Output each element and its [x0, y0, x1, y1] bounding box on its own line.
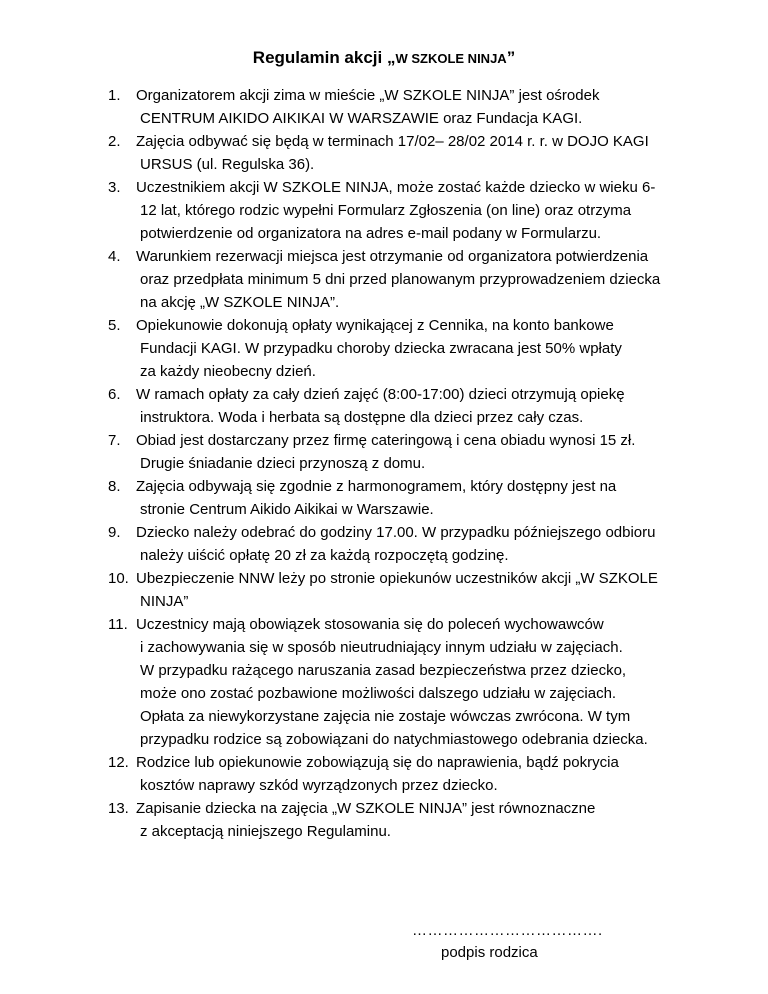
signature-line: ……………………………….: [412, 922, 603, 939]
rule-item: [108, 245, 708, 314]
rule-item: [108, 613, 708, 751]
title-end-quote: ”: [506, 48, 516, 67]
rule-text-line: Zajęcia odbywają się zgodnie z harmonogramem, który dostępny jest na: [136, 478, 617, 495]
rule-number: 3.: [108, 179, 121, 196]
rule-text-line: instruktora. Woda i herbata są dostępne dla dzieci przez cały czas.: [140, 409, 584, 426]
rule-text-line: i zachowywania się w sposób nieutrudniający innym udziału w zajęciach.: [140, 639, 623, 656]
rule-text-line: Obiad jest dostarczany przez firmę cateringową i cena obiadu wynosi 15 zł.: [136, 432, 636, 449]
page-title: [0, 47, 768, 70]
rule-number: 7.: [108, 432, 121, 449]
rule-text-line: na akcję „W SZKOLE NINJA”.: [140, 294, 340, 311]
rule-text-line: Opłata za niewykorzystane zajęcia nie zostaje wówczas zwrócona. W tym: [140, 708, 631, 725]
title-program-name: W SZKOLE NINJA: [395, 51, 507, 66]
rule-number: 6.: [108, 386, 121, 403]
rule-item: [108, 797, 708, 843]
title-main: Regulamin akcji „: [252, 48, 396, 67]
rule-item: [108, 383, 708, 429]
rule-text-line: stronie Centrum Aikido Aikikai w Warszawie.: [140, 501, 434, 518]
rule-text-line: Zapisanie dziecka na zajęcia „W SZKOLE NINJA” jest równoznaczne: [136, 800, 596, 817]
rule-item: [108, 130, 708, 176]
rule-item: [108, 751, 708, 797]
rule-number: 9.: [108, 524, 121, 541]
rule-text-line: W przypadku rażącego naruszania zasad bezpieczeństwa przez dziecko,: [140, 662, 627, 679]
rule-text-line: z akceptacją niniejszego Regulaminu.: [140, 823, 391, 840]
rule-text-line: kosztów naprawy szkód wyrządzonych przez dziecko.: [140, 777, 498, 794]
rule-number: 2.: [108, 133, 121, 150]
rule-text-line: CENTRUM AIKIDO AIKIKAI W WARSZAWIE oraz Fundacja KAGI.: [140, 110, 583, 127]
rule-text-line: 12 lat, którego rodzic wypełni Formularz Zgłoszenia (on line) oraz otrzyma: [140, 202, 632, 219]
rules-list: [108, 84, 708, 843]
rule-text-line: Dziecko należy odebrać do godziny 17.00. W przypadku późniejszego odbioru: [136, 524, 656, 541]
rule-text-line: Rodzice lub opiekunowie zobowiązują się do naprawienia, bądź pokrycia: [136, 754, 619, 771]
rule-item: [108, 429, 708, 475]
rule-text-line: potwierdzenie od organizatora na adres e-mail podany w Formularzu.: [140, 225, 602, 242]
rule-text-line: oraz przedpłata minimum 5 dni przed planowanym przyprowadzeniem dziecka: [140, 271, 661, 288]
rule-item: [108, 314, 708, 383]
rule-text-line: Opiekunowie dokonują opłaty wynikającej z Cennika, na konto bankowe: [136, 317, 614, 334]
rule-text-line: za każdy nieobecny dzień.: [140, 363, 316, 380]
rule-text-line: Warunkiem rezerwacji miejsca jest otrzymanie od organizatora potwierdzenia: [136, 248, 649, 265]
rule-number: 1.: [108, 87, 121, 104]
rule-text-line: Drugie śniadanie dzieci przynoszą z domu.: [140, 455, 426, 472]
rule-number: 10.: [108, 570, 129, 587]
rule-number: 8.: [108, 478, 121, 495]
rule-text-line: NINJA”: [140, 593, 189, 610]
rule-text-line: przypadku rodzice są zobowiązani do natychmiastowego odebrania dziecka.: [140, 731, 648, 748]
rule-number: 13.: [108, 800, 129, 817]
rule-text-line: Zajęcia odbywać się będą w terminach 17/02– 28/02 2014 r. r. w DOJO KAGI: [136, 133, 649, 150]
rule-number: 4.: [108, 248, 121, 265]
rule-item: [108, 176, 708, 245]
rule-number: 11.: [108, 616, 128, 633]
rule-item: [108, 475, 708, 521]
rule-item: [108, 567, 708, 613]
rule-text-line: W ramach opłaty za cały dzień zajęć (8:00-17:00) dzieci otrzymują opiekę: [136, 386, 625, 403]
rule-text-line: Fundacji KAGI. W przypadku choroby dziecka zwracana jest 50% wpłaty: [140, 340, 622, 357]
signature-label: podpis rodzica: [441, 944, 538, 961]
rule-text-line: może ono zostać pozbawione możliwości dalszego udziału w zajęciach.: [140, 685, 617, 702]
rule-text-line: Organizatorem akcji zima w mieście „W SZKOLE NINJA” jest ośrodek: [136, 87, 600, 104]
rule-text-line: Uczestnicy mają obowiązek stosowania się do poleceń wychowawców: [136, 616, 604, 633]
rule-text-line: Ubezpieczenie NNW leży po stronie opiekunów uczestników akcji „W SZKOLE: [136, 570, 658, 587]
rule-number: 12.: [108, 754, 129, 771]
rule-item: [108, 84, 708, 130]
rule-number: 5.: [108, 317, 121, 334]
rule-text-line: URSUS (ul. Regulska 36).: [140, 156, 315, 173]
rule-text-line: należy uiścić opłatę 20 zł za każdą rozpoczętą godzinę.: [140, 547, 509, 564]
rule-text-line: Uczestnikiem akcji W SZKOLE NINJA, może zostać każde dziecko w wieku 6-: [136, 179, 656, 196]
rule-item: [108, 521, 708, 567]
